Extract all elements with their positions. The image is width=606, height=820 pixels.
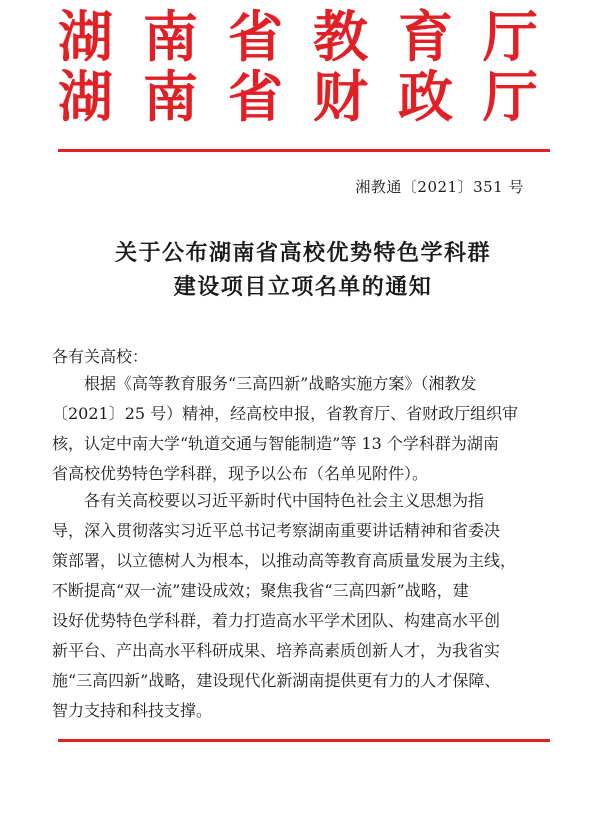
issuer-char: 厅 [482, 65, 538, 129]
issuer-char: 厅 [482, 5, 538, 69]
text-line: 核，认定中南大学“轨道交通与智能制造”等 13 个学科群为湖南 [52, 434, 499, 453]
salutation: 各有关高校： [52, 347, 149, 366]
text-line: 导，深入贯彻落实习近平总书记考察湖南重要讲话精神和省委决 [52, 521, 501, 540]
document-number: 湘教通〔2021〕351 号 [355, 178, 524, 196]
paragraph-1 [52, 369, 549, 489]
text-line: 不断提高“双一流”建设成效；聚焦我省“三高四新”战略，建 [52, 581, 469, 600]
issuer-char: 南 [142, 5, 198, 69]
text-line: 〔2021〕25 号）精神，经高校申报，省教育厅、省财政厅组织审 [52, 404, 519, 423]
text-line: 新平台、产出高水平科研成果、培养高素质创新人才，为我省实 [52, 641, 501, 660]
issuer-char: 教 [312, 5, 368, 69]
issuer-char: 湖 [58, 65, 114, 129]
text-line: 各有关高校要以习近平新时代中国特色社会主义思想为指 [84, 491, 485, 510]
text-line: 智力支持和科技支撑。 [52, 701, 213, 720]
issuer-char: 政 [397, 65, 453, 129]
document-title-line-2: 建设项目立项名单的通知 [173, 274, 433, 300]
issuer-char: 湖 [58, 5, 114, 69]
paragraph-2 [52, 486, 549, 726]
text-line: 设好优势特色学科群，着力打造高水平学术团队、构建高水平创 [52, 611, 501, 630]
text-line: 省高校优势特色学科群，现予以公布（名单见附件）。 [52, 464, 429, 483]
issuer-char: 省 [227, 5, 283, 69]
issuer-char: 南 [142, 65, 198, 129]
header-divider [58, 149, 550, 152]
issuer-char: 省 [227, 65, 283, 129]
issuer-char: 财 [312, 65, 368, 129]
issuer-line-finance [58, 66, 538, 128]
footer-divider [58, 739, 550, 742]
text-line: 策部署，以立德树人为根本，以推动高等教育高质量发展为主线， [52, 551, 517, 570]
text-line: 施“三高四新”战略，建设现代化新湖南提供更有力的人才保障、 [52, 671, 501, 690]
document-title-line-1: 关于公布湖南省高校优势特色学科群 [114, 240, 491, 266]
issuer-char: 育 [397, 5, 453, 69]
text-line: 根据《高等教育服务“三高四新”战略实施方案》（湘教发 [84, 374, 477, 393]
issuer-line-education [58, 6, 538, 68]
